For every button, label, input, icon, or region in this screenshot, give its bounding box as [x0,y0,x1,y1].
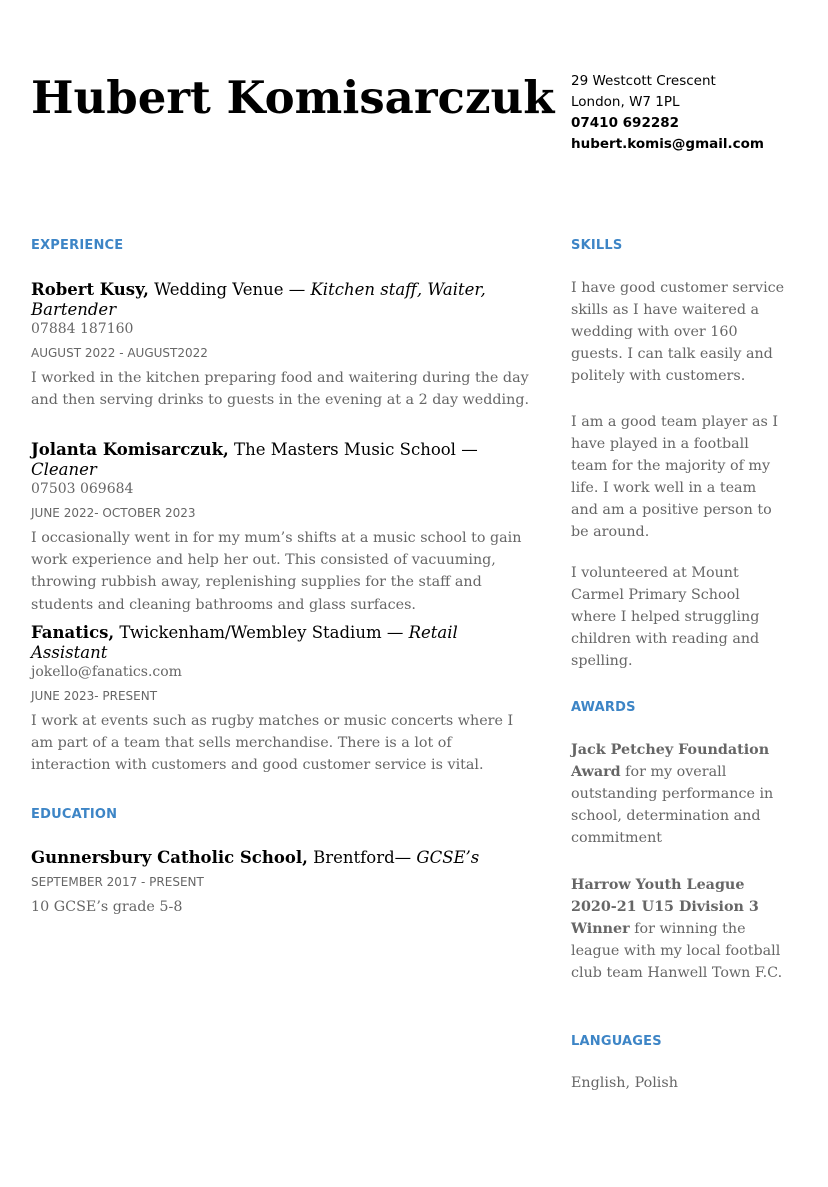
job-employer: Jolanta Komisarczuk, [31,440,229,459]
skill-item-1: I have good customer service skills as I have waitered a wedding with over 160 guests. I can talk easily and politely with customers. [571,280,785,384]
award-item-1 [571,739,786,849]
job-role: Kitchen staff, Waiter, Bartender [31,280,486,319]
job-employer: Robert Kusy, [31,280,149,299]
award-item-2 [571,874,786,984]
school-place: Brentford— [307,848,417,867]
job-contact: jokello@fanatics.com [31,664,182,680]
job-description: I worked in the kitchen preparing food and waitering during the day and then serving drinks to guests in the evening at a 2 day wedding. [31,370,530,409]
education-entry [31,848,531,918]
languages-heading: LANGUAGES [571,1034,662,1049]
job-contact: 07503 069684 [31,481,134,497]
contact-block [571,71,764,155]
job-heading [31,440,531,480]
award-name: Jack Petchey Foundation Award [571,742,770,780]
address-line-1: 29 Westcott Crescent [571,73,716,89]
languages-text: English, Polish [571,1075,678,1091]
job-employer: Fanatics, [31,623,115,642]
award-description: for winning the league with my local football club team Hanwell Town F.C. [571,921,783,981]
email-address: hubert.komis@gmail.com [571,136,764,152]
job-place: The Masters Music School — [228,440,478,459]
award-name: Harrow Youth League 2020-21 U15 Division 3 Winner [571,877,759,937]
job-description: I occasionally went in for my mum’s shifts at a music school to gain work experience and help her out. This consisted of vacuuming, throwing rubbish away, replenishing supplies for the staff and students and cleaning bathrooms and glass surfaces. [31,530,522,613]
job-dates: JUNE 2022- OCTOBER 2023 [31,506,196,520]
job-contact: 07884 187160 [31,321,134,337]
school-name: Gunnersbury Catholic School, [31,848,308,867]
job-heading [31,280,531,320]
job-role: Cleaner [31,460,97,479]
job-dates: AUGUST 2022 - AUGUST2022 [31,346,208,360]
phone-number: 07410 692282 [571,115,680,131]
job-place: Wedding Venue — [148,280,311,299]
skill-item-2: I am a good team player as I have played in a football team for the majority of my life. I work well in a team and am a positive person to be around. [571,414,778,540]
job-description: I work at events such as rugby matches or music concerts where I am part of a team that sells merchandise. There is a lot of interaction with customers and good customer service is vital. [31,713,514,774]
job-entry-2 [31,440,531,616]
job-dates: JUNE 2023- PRESENT [31,689,158,703]
education-heading: EDUCATION [31,807,118,822]
job-entry-1 [31,280,531,411]
skill-item-3: I volunteered at Mount Carmel Primary School where I helped struggling children with reading and spelling. [571,565,760,669]
job-place: Twickenham/Wembley Stadium — [114,623,409,642]
education-dates: SEPTEMBER 2017 - PRESENT [31,875,204,889]
experience-heading: EXPERIENCE [31,238,124,253]
awards-heading: AWARDS [571,700,636,715]
qualification: GCSE’s [416,848,480,867]
candidate-name: Hubert Komisarczuk [31,71,555,124]
education-description: 10 GCSE’s grade 5-8 [31,899,183,915]
education-heading-line [31,848,531,868]
job-entry-3 [31,623,531,777]
skills-heading: SKILLS [571,238,623,253]
address-line-2: London, W7 1PL [571,94,680,110]
job-heading [31,623,531,663]
job-role: Retail Assistant [31,623,458,662]
award-description: for my overall outstanding performance in school, determination and commitment [571,764,774,846]
